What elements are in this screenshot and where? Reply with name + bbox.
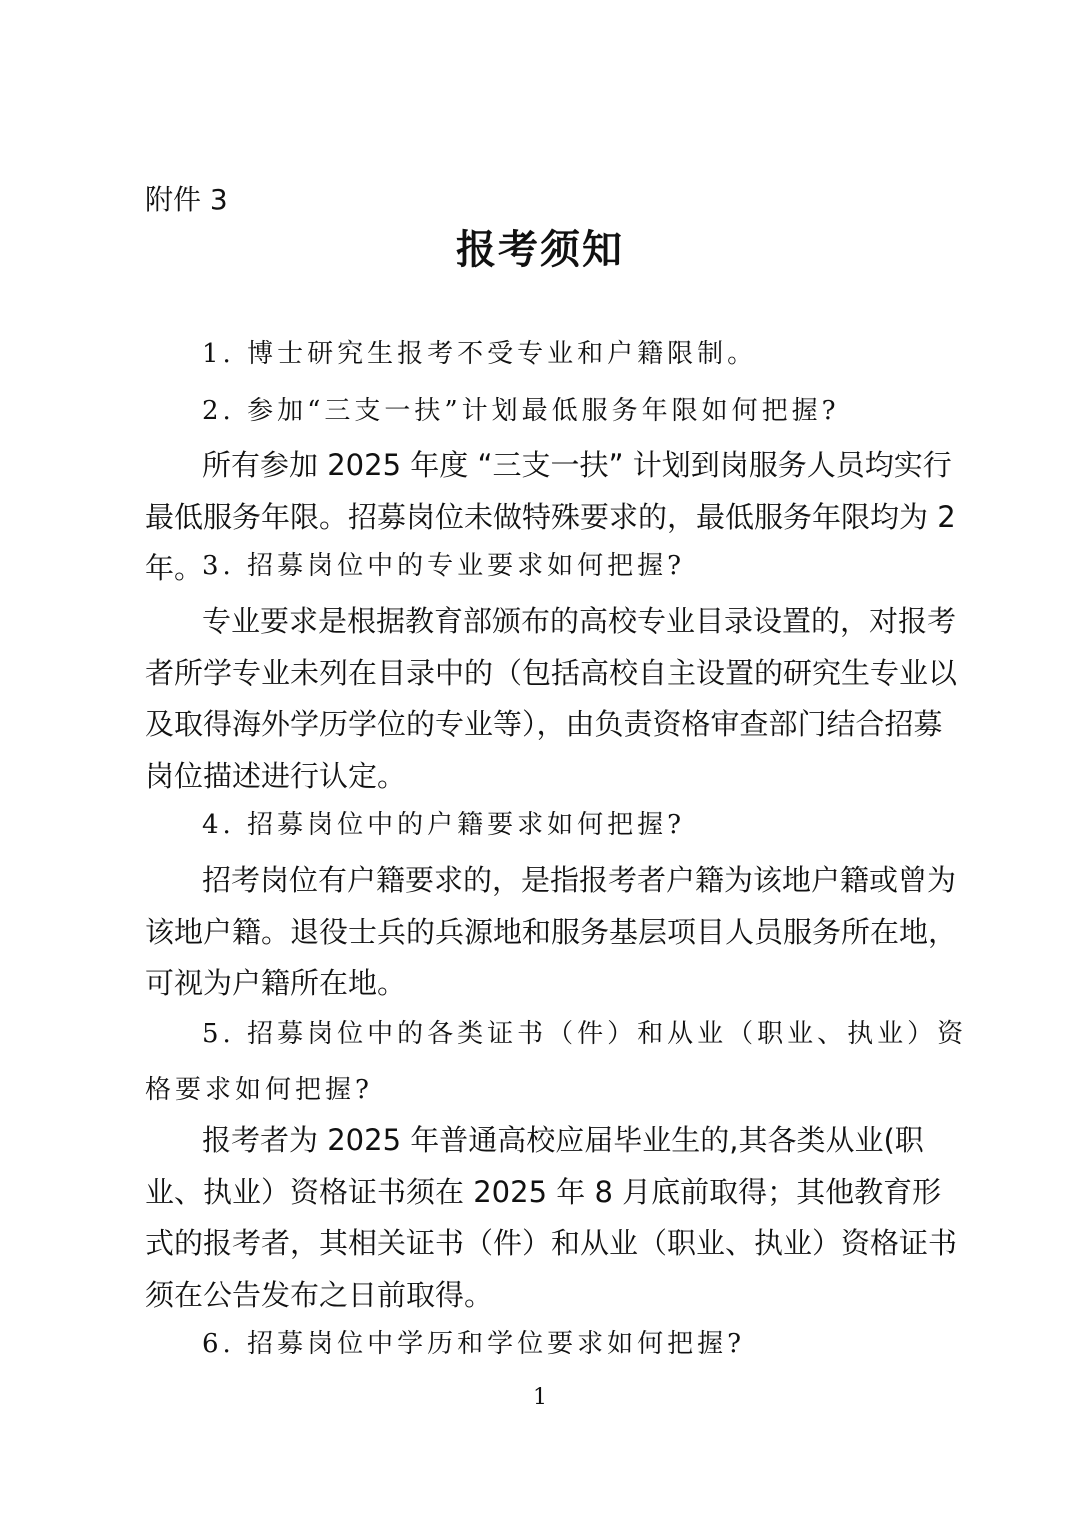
page-number: 1: [533, 1385, 547, 1410]
question-2: 2. 参加“三支一扶”计划最低服务年限如何把握?: [202, 396, 840, 426]
question-5: 5. 招募岗位中的各类证书（件）和从业（职业、执业）资格要求如何把握?: [145, 1019, 968, 1105]
attachment-label: 附件 3: [145, 183, 228, 216]
answer-5: 报考者为 2025 年普通高校应届毕业生的,其各类从业(职业、执业）资格证书须在 2025 年 8 月底前取得；其他教育形式的报考者，其相关证书（件）和从业（职业、执业）资格证书须在公告发布之日前取得。: [145, 1123, 958, 1312]
question-1: 1. 博士研究生报考不受专业和户籍限制。: [202, 339, 758, 369]
answer-4: 招考岗位有户籍要求的，是指报考者户籍为该地户籍或曾为该地户籍。退役士兵的兵源地和服务基层项目人员服务所在地，可视为户籍所在地。: [145, 863, 958, 1000]
question-6: 6. 招募岗位中学历和学位要求如何把握?: [202, 1329, 746, 1359]
question-3: 3. 招募岗位中的专业要求如何把握?: [202, 551, 686, 581]
answer-3: 专业要求是根据教育部颁布的高校专业目录设置的，对报考者所学专业未列在目录中的（包括高校自主设置的研究生专业以及取得海外学历学位的专业等），由负责资格审查部门结合招募岗位描述进行认定。: [145, 604, 958, 793]
document-title: 报考须知: [456, 226, 624, 273]
question-4: 4. 招募岗位中的户籍要求如何把握?: [202, 810, 686, 840]
answer-2: 所有参加 2025 年度 “三支一扶” 计划到岗服务人员均实行最低服务年限。招募岗位未做特殊要求的，最低服务年限均为 2 年。: [145, 448, 956, 585]
